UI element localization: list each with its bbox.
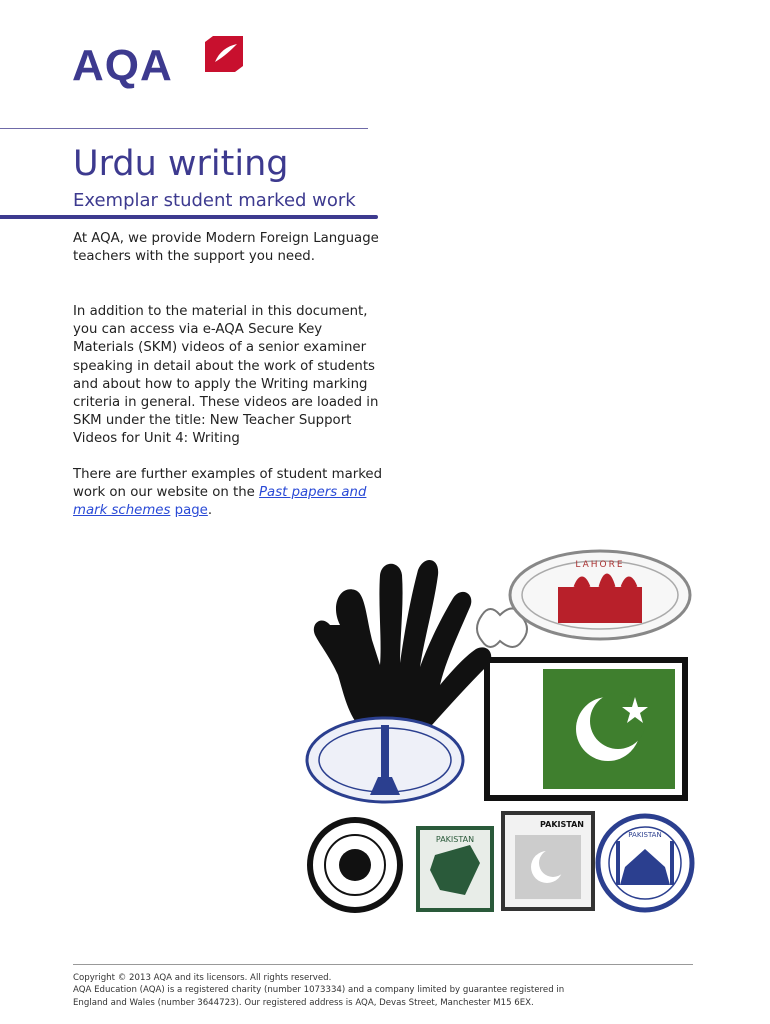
pakistan-stamps-collage (300, 545, 700, 925)
logo-flag-icon (205, 36, 243, 72)
header-rule (0, 128, 368, 129)
stamp-pakistan-label-2: PAKISTAN (540, 820, 584, 829)
footer-line-3: England and Wales (number 3644723). Our registered address is AQA, Devas Street, Manchester M15 6EX. (73, 997, 534, 1008)
handprint-icon (314, 560, 491, 744)
aqa-logo (72, 36, 242, 92)
stamp-pakistan-label-3: PAKISTAN (628, 831, 662, 839)
minar-stamp-icon (307, 718, 463, 802)
stamp-lahore-label: LAHORE (575, 560, 625, 570)
lahore-stamp-icon (510, 551, 690, 639)
pakistan-map-stamp-icon (418, 828, 492, 910)
page-subtitle: Exemplar student marked work (73, 190, 356, 211)
title-rule (0, 215, 378, 219)
examples-text: There are further examples of student marked work on our website on the (73, 467, 383, 501)
footer-rule (73, 964, 693, 965)
crescent-stamp-icon (503, 813, 593, 909)
past-papers-link[interactable]: Past papers and mark schemes (73, 485, 367, 519)
skm-paragraph: In addition to the material in this document, you can access via e-AQA Secure Key Materials (SKM) videos of a senior examiner speaking in detail about the work of students and about how to apply the Writing marking criteria in general. These videos are loaded in SKM under the title: New Teacher Support Videos for Unit 4: Writing (73, 304, 379, 447)
republic-seal-icon (310, 820, 400, 910)
intro-paragraph: At AQA, we provide Modern Foreign Language teachers with the support you need. (73, 231, 379, 265)
page-title: Urdu writing (73, 144, 289, 184)
page-link[interactable]: page (174, 503, 208, 519)
pakistan-flag-icon (487, 660, 685, 798)
stamp-pakistan-label-1: PAKISTAN (435, 835, 475, 844)
logo-wordmark: AQA (72, 41, 173, 90)
footer-line-1: Copyright © 2013 AQA and its licensors. All rights reserved. (73, 973, 332, 983)
examples-paragraph (73, 466, 383, 521)
footer-line-2: AQA Education (AQA) is a registered charity (number 1073334) and a company limited by guarantee registered in (73, 985, 565, 996)
mosque-stamp-icon (598, 816, 692, 910)
footer-copyright (73, 972, 693, 1009)
examples-end: . (207, 503, 213, 519)
